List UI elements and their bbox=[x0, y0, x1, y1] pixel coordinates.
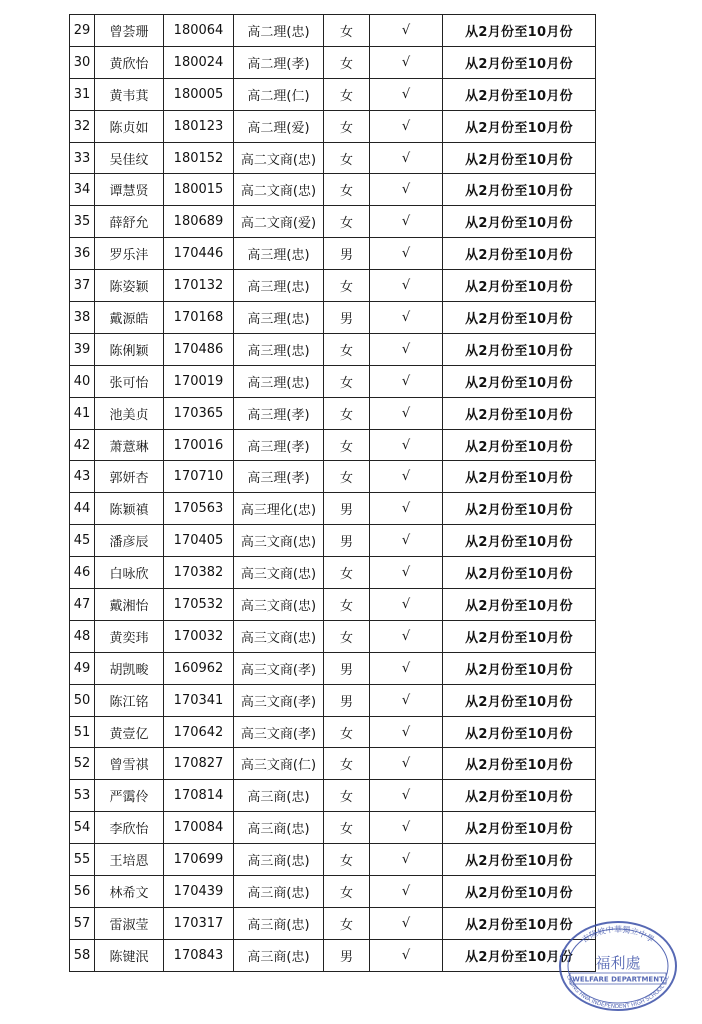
cell-class: 高三理(孝) bbox=[234, 461, 324, 493]
cell-class: 高二文商(忠) bbox=[234, 174, 324, 206]
cell-id: 180015 bbox=[164, 174, 234, 206]
cell-name: 萧薏琳 bbox=[95, 429, 164, 461]
cell-class: 高三文商(忠) bbox=[234, 589, 324, 621]
cell-name: 白咏欣 bbox=[95, 557, 164, 589]
cell-period: 从2月份至10月份 bbox=[443, 270, 596, 302]
cell-no: 35 bbox=[70, 206, 95, 238]
table-row bbox=[70, 461, 596, 493]
cell-check: √ bbox=[370, 716, 443, 748]
table-row bbox=[70, 302, 596, 334]
cell-no: 29 bbox=[70, 15, 95, 47]
cell-name: 陈俐颖 bbox=[95, 333, 164, 365]
cell-name: 池美贞 bbox=[95, 397, 164, 429]
cell-check: √ bbox=[370, 812, 443, 844]
cell-id: 170032 bbox=[164, 620, 234, 652]
cell-id: 170814 bbox=[164, 780, 234, 812]
cell-gender: 男 bbox=[324, 684, 370, 716]
cell-check: √ bbox=[370, 302, 443, 334]
cell-id: 180024 bbox=[164, 46, 234, 78]
table-row bbox=[70, 939, 596, 971]
cell-name: 罗乐沣 bbox=[95, 238, 164, 270]
cell-gender: 男 bbox=[324, 652, 370, 684]
cell-id: 170019 bbox=[164, 365, 234, 397]
table-row bbox=[70, 907, 596, 939]
cell-check: √ bbox=[370, 78, 443, 110]
cell-class: 高二文商(爱) bbox=[234, 206, 324, 238]
stamp-top-text: 吉隆坡中華獨立中學 bbox=[580, 925, 656, 945]
cell-name: 戴湘怡 bbox=[95, 589, 164, 621]
table-row bbox=[70, 46, 596, 78]
cell-id: 180064 bbox=[164, 15, 234, 47]
cell-id: 170699 bbox=[164, 844, 234, 876]
cell-name: 黄韦萁 bbox=[95, 78, 164, 110]
cell-id: 170405 bbox=[164, 525, 234, 557]
cell-period: 从2月份至10月份 bbox=[443, 812, 596, 844]
table-row bbox=[70, 142, 596, 174]
cell-check: √ bbox=[370, 907, 443, 939]
cell-id: 170365 bbox=[164, 397, 234, 429]
cell-period: 从2月份至10月份 bbox=[443, 333, 596, 365]
table-row bbox=[70, 397, 596, 429]
cell-no: 44 bbox=[70, 493, 95, 525]
cell-class: 高三商(忠) bbox=[234, 812, 324, 844]
cell-class: 高二理(仁) bbox=[234, 78, 324, 110]
cell-period: 从2月份至10月份 bbox=[443, 429, 596, 461]
cell-period: 从2月份至10月份 bbox=[443, 589, 596, 621]
cell-check: √ bbox=[370, 110, 443, 142]
table-row bbox=[70, 780, 596, 812]
cell-period: 从2月份至10月份 bbox=[443, 620, 596, 652]
cell-name: 郭妍杏 bbox=[95, 461, 164, 493]
cell-name: 陈贞如 bbox=[95, 110, 164, 142]
cell-gender: 女 bbox=[324, 142, 370, 174]
cell-check: √ bbox=[370, 15, 443, 47]
cell-name: 吴佳纹 bbox=[95, 142, 164, 174]
cell-period: 从2月份至10月份 bbox=[443, 748, 596, 780]
cell-gender: 女 bbox=[324, 780, 370, 812]
cell-check: √ bbox=[370, 461, 443, 493]
cell-no: 55 bbox=[70, 844, 95, 876]
table-row bbox=[70, 748, 596, 780]
cell-gender: 女 bbox=[324, 844, 370, 876]
cell-class: 高三文商(忠) bbox=[234, 525, 324, 557]
cell-id: 170710 bbox=[164, 461, 234, 493]
table-row bbox=[70, 270, 596, 302]
cell-no: 56 bbox=[70, 876, 95, 908]
cell-id: 160962 bbox=[164, 652, 234, 684]
cell-id: 170341 bbox=[164, 684, 234, 716]
cell-check: √ bbox=[370, 46, 443, 78]
cell-class: 高二文商(忠) bbox=[234, 142, 324, 174]
cell-no: 30 bbox=[70, 46, 95, 78]
cell-class: 高二理(忠) bbox=[234, 15, 324, 47]
cell-id: 170132 bbox=[164, 270, 234, 302]
table-row bbox=[70, 78, 596, 110]
cell-gender: 女 bbox=[324, 907, 370, 939]
table-row bbox=[70, 15, 596, 47]
cell-no: 47 bbox=[70, 589, 95, 621]
cell-check: √ bbox=[370, 206, 443, 238]
cell-name: 黄欣怡 bbox=[95, 46, 164, 78]
table-row bbox=[70, 652, 596, 684]
table-row bbox=[70, 620, 596, 652]
cell-no: 50 bbox=[70, 684, 95, 716]
cell-gender: 女 bbox=[324, 78, 370, 110]
cell-period: 从2月份至10月份 bbox=[443, 493, 596, 525]
cell-no: 33 bbox=[70, 142, 95, 174]
cell-gender: 女 bbox=[324, 206, 370, 238]
cell-check: √ bbox=[370, 939, 443, 971]
table-row bbox=[70, 333, 596, 365]
cell-period: 从2月份至10月份 bbox=[443, 110, 596, 142]
cell-name: 戴源皓 bbox=[95, 302, 164, 334]
cell-no: 38 bbox=[70, 302, 95, 334]
table-row bbox=[70, 716, 596, 748]
cell-check: √ bbox=[370, 493, 443, 525]
cell-gender: 男 bbox=[324, 302, 370, 334]
cell-name: 陈键泯 bbox=[95, 939, 164, 971]
table-row bbox=[70, 812, 596, 844]
cell-id: 170016 bbox=[164, 429, 234, 461]
cell-no: 31 bbox=[70, 78, 95, 110]
cell-check: √ bbox=[370, 174, 443, 206]
roster-body bbox=[70, 15, 596, 972]
cell-gender: 女 bbox=[324, 589, 370, 621]
cell-check: √ bbox=[370, 876, 443, 908]
cell-gender: 女 bbox=[324, 620, 370, 652]
cell-no: 48 bbox=[70, 620, 95, 652]
cell-name: 薛舒允 bbox=[95, 206, 164, 238]
cell-period: 从2月份至10月份 bbox=[443, 15, 596, 47]
cell-period: 从2月份至10月份 bbox=[443, 652, 596, 684]
cell-gender: 女 bbox=[324, 812, 370, 844]
cell-id: 170317 bbox=[164, 907, 234, 939]
cell-no: 42 bbox=[70, 429, 95, 461]
table-row bbox=[70, 174, 596, 206]
cell-period: 从2月份至10月份 bbox=[443, 302, 596, 334]
cell-check: √ bbox=[370, 365, 443, 397]
cell-id: 180152 bbox=[164, 142, 234, 174]
cell-gender: 女 bbox=[324, 46, 370, 78]
cell-name: 黄壹亿 bbox=[95, 716, 164, 748]
cell-no: 37 bbox=[70, 270, 95, 302]
cell-gender: 女 bbox=[324, 716, 370, 748]
cell-no: 45 bbox=[70, 525, 95, 557]
cell-name: 谭慧贤 bbox=[95, 174, 164, 206]
cell-no: 43 bbox=[70, 461, 95, 493]
table-row bbox=[70, 876, 596, 908]
cell-period: 从2月份至10月份 bbox=[443, 907, 596, 939]
stamp-bottom-text: CHONG HWA INDEPENDENT HIGH SCHOOL K.L. bbox=[564, 974, 672, 1011]
cell-name: 林希文 bbox=[95, 876, 164, 908]
cell-period: 从2月份至10月份 bbox=[443, 365, 596, 397]
cell-check: √ bbox=[370, 589, 443, 621]
cell-no: 54 bbox=[70, 812, 95, 844]
cell-period: 从2月份至10月份 bbox=[443, 142, 596, 174]
cell-no: 53 bbox=[70, 780, 95, 812]
cell-gender: 女 bbox=[324, 748, 370, 780]
cell-check: √ bbox=[370, 844, 443, 876]
cell-class: 高三理(忠) bbox=[234, 333, 324, 365]
cell-check: √ bbox=[370, 652, 443, 684]
cell-period: 从2月份至10月份 bbox=[443, 876, 596, 908]
cell-class: 高三理化(忠) bbox=[234, 493, 324, 525]
cell-check: √ bbox=[370, 142, 443, 174]
cell-class: 高三商(忠) bbox=[234, 876, 324, 908]
cell-gender: 女 bbox=[324, 174, 370, 206]
cell-gender: 男 bbox=[324, 939, 370, 971]
cell-name: 李欣怡 bbox=[95, 812, 164, 844]
cell-id: 170843 bbox=[164, 939, 234, 971]
cell-id: 170168 bbox=[164, 302, 234, 334]
cell-name: 王培恩 bbox=[95, 844, 164, 876]
cell-period: 从2月份至10月份 bbox=[443, 939, 596, 971]
cell-id: 180123 bbox=[164, 110, 234, 142]
cell-name: 陈江铭 bbox=[95, 684, 164, 716]
cell-name: 张可怡 bbox=[95, 365, 164, 397]
cell-check: √ bbox=[370, 748, 443, 780]
cell-check: √ bbox=[370, 333, 443, 365]
cell-id: 170642 bbox=[164, 716, 234, 748]
cell-check: √ bbox=[370, 429, 443, 461]
cell-check: √ bbox=[370, 620, 443, 652]
cell-gender: 男 bbox=[324, 238, 370, 270]
cell-class: 高三理(忠) bbox=[234, 270, 324, 302]
table-row bbox=[70, 844, 596, 876]
cell-no: 49 bbox=[70, 652, 95, 684]
cell-period: 从2月份至10月份 bbox=[443, 716, 596, 748]
stamp-band bbox=[570, 973, 666, 984]
cell-period: 从2月份至10月份 bbox=[443, 684, 596, 716]
cell-period: 从2月份至10月份 bbox=[443, 780, 596, 812]
cell-period: 从2月份至10月份 bbox=[443, 174, 596, 206]
cell-class: 高二理(孝) bbox=[234, 46, 324, 78]
cell-class: 高三理(孝) bbox=[234, 429, 324, 461]
cell-name: 雷淑莹 bbox=[95, 907, 164, 939]
table-row bbox=[70, 493, 596, 525]
student-roster-table bbox=[69, 14, 596, 972]
table-row bbox=[70, 206, 596, 238]
cell-class: 高三理(忠) bbox=[234, 365, 324, 397]
cell-id: 170084 bbox=[164, 812, 234, 844]
cell-class: 高三文商(仁) bbox=[234, 748, 324, 780]
cell-period: 从2月份至10月份 bbox=[443, 397, 596, 429]
cell-gender: 女 bbox=[324, 110, 370, 142]
cell-id: 180689 bbox=[164, 206, 234, 238]
cell-no: 46 bbox=[70, 557, 95, 589]
table-row bbox=[70, 365, 596, 397]
cell-name: 陈颖禛 bbox=[95, 493, 164, 525]
cell-no: 39 bbox=[70, 333, 95, 365]
cell-check: √ bbox=[370, 684, 443, 716]
cell-class: 高三商(忠) bbox=[234, 844, 324, 876]
cell-class: 高三文商(孝) bbox=[234, 716, 324, 748]
cell-name: 曾雪祺 bbox=[95, 748, 164, 780]
cell-gender: 女 bbox=[324, 557, 370, 589]
cell-class: 高三文商(孝) bbox=[234, 684, 324, 716]
cell-no: 40 bbox=[70, 365, 95, 397]
cell-id: 170446 bbox=[164, 238, 234, 270]
cell-gender: 男 bbox=[324, 525, 370, 557]
cell-class: 高三文商(忠) bbox=[234, 620, 324, 652]
cell-no: 41 bbox=[70, 397, 95, 429]
table-row bbox=[70, 525, 596, 557]
cell-gender: 女 bbox=[324, 333, 370, 365]
cell-name: 黄奕玮 bbox=[95, 620, 164, 652]
cell-class: 高三理(忠) bbox=[234, 302, 324, 334]
cell-check: √ bbox=[370, 557, 443, 589]
cell-gender: 女 bbox=[324, 397, 370, 429]
cell-id: 170382 bbox=[164, 557, 234, 589]
cell-check: √ bbox=[370, 525, 443, 557]
cell-gender: 女 bbox=[324, 461, 370, 493]
cell-class: 高三理(忠) bbox=[234, 238, 324, 270]
cell-no: 36 bbox=[70, 238, 95, 270]
cell-class: 高三商(忠) bbox=[234, 780, 324, 812]
cell-gender: 女 bbox=[324, 876, 370, 908]
cell-gender: 男 bbox=[324, 493, 370, 525]
table-row bbox=[70, 557, 596, 589]
cell-id: 170827 bbox=[164, 748, 234, 780]
cell-period: 从2月份至10月份 bbox=[443, 844, 596, 876]
table-row bbox=[70, 238, 596, 270]
cell-name: 胡凯畯 bbox=[95, 652, 164, 684]
cell-id: 170532 bbox=[164, 589, 234, 621]
cell-no: 58 bbox=[70, 939, 95, 971]
table-row bbox=[70, 684, 596, 716]
stamp-band-text: WELFARE DEPARTMENT bbox=[572, 975, 664, 984]
cell-check: √ bbox=[370, 270, 443, 302]
cell-class: 高二理(爱) bbox=[234, 110, 324, 142]
cell-name: 曾荟珊 bbox=[95, 15, 164, 47]
cell-class: 高三理(孝) bbox=[234, 397, 324, 429]
cell-id: 180005 bbox=[164, 78, 234, 110]
cell-check: √ bbox=[370, 397, 443, 429]
cell-name: 潘彦辰 bbox=[95, 525, 164, 557]
cell-check: √ bbox=[370, 780, 443, 812]
cell-period: 从2月份至10月份 bbox=[443, 46, 596, 78]
cell-period: 从2月份至10月份 bbox=[443, 238, 596, 270]
cell-period: 从2月份至10月份 bbox=[443, 461, 596, 493]
cell-class: 高三商(忠) bbox=[234, 939, 324, 971]
cell-gender: 女 bbox=[324, 365, 370, 397]
cell-period: 从2月份至10月份 bbox=[443, 78, 596, 110]
cell-no: 57 bbox=[70, 907, 95, 939]
cell-name: 严霭伶 bbox=[95, 780, 164, 812]
cell-no: 32 bbox=[70, 110, 95, 142]
table-row bbox=[70, 429, 596, 461]
cell-class: 高三文商(忠) bbox=[234, 557, 324, 589]
table-row bbox=[70, 589, 596, 621]
cell-gender: 女 bbox=[324, 15, 370, 47]
cell-name: 陈姿颖 bbox=[95, 270, 164, 302]
cell-class: 高三文商(孝) bbox=[234, 652, 324, 684]
cell-period: 从2月份至10月份 bbox=[443, 557, 596, 589]
cell-check: √ bbox=[370, 238, 443, 270]
cell-no: 51 bbox=[70, 716, 95, 748]
cell-no: 34 bbox=[70, 174, 95, 206]
cell-id: 170439 bbox=[164, 876, 234, 908]
cell-period: 从2月份至10月份 bbox=[443, 206, 596, 238]
cell-class: 高三商(忠) bbox=[234, 907, 324, 939]
cell-no: 52 bbox=[70, 748, 95, 780]
cell-gender: 女 bbox=[324, 429, 370, 461]
cell-id: 170563 bbox=[164, 493, 234, 525]
cell-id: 170486 bbox=[164, 333, 234, 365]
cell-gender: 女 bbox=[324, 270, 370, 302]
table-row bbox=[70, 110, 596, 142]
cell-period: 从2月份至10月份 bbox=[443, 525, 596, 557]
stamp-center-text: 福利處 bbox=[595, 954, 641, 972]
